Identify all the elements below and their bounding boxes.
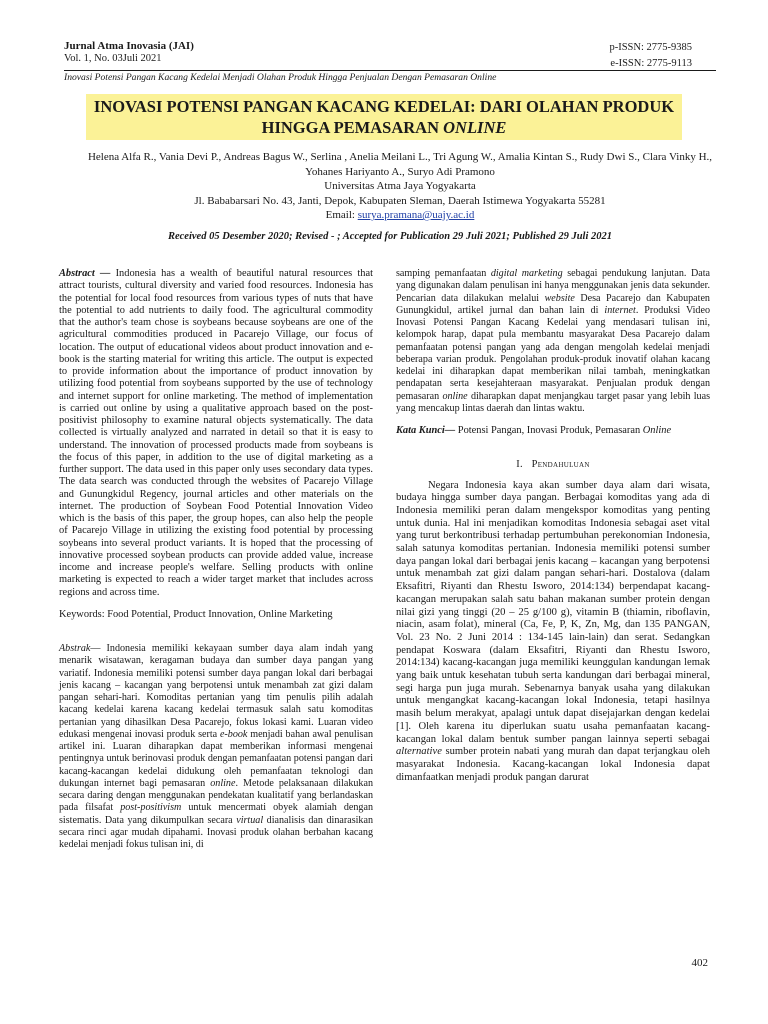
email-label: Email: bbox=[325, 209, 355, 221]
paragraph-part-a: Negara Indonesia kaya akan sumber daya alam dari wisata, budaya hingga sumber daya pangan. Berbagai komoditas yang ada di Indonesia memiliki peran dalam mengekspor komoditas yang penting untuk dunia. Hal ini menjadikan komoditas Indonesia sebagai aset vital yang turut berkontribusi terhadap pertumbuhan perekonomian Indonesia, salah satunya komoditas pertanian. Indonesia memiliki potensi sumber daya pangan lokal dari berbagai jenis kacang – kacangan yang berpotensi untuk menambah zat gizi dalam pangan sehari-hari. Dostalova (dalam Eksafitri, Riyanti dan Rhestu Isworo, 2014:134) berpendapat kacang-kacangan merupakan salah satu bahan makanan sumber protein dengan nilai gizi yang tinggi (20 – 25 g/100 g), vitamin B (thiamin, riboflavin, niacin, asam folat), mineral (Ca, Fe, P, K, Zn, Mg, dan 135 PANGAN, Vol. 23 No. 2 Juni 2014 : 134-145 lain-lain) dan serat. Sedangkan pendapat Koswara (dalam Eksafitri, Riyanti dan Rhestu Isworo, 2014:134) kacang-kacangan juga memiliki keunggulan kandungan lemak yang baik untuk kesehatan tubuh serta kandungan dari berbagai mineral, segi harga pun juga murah. Sebenarnya banyak usaha yang dilakukan untuk mengangkat kacang-kacangan lokal Indonesia, tetapi hasilnya masih belum merakyat, apalagi untuk dapat disejajarkan dengan kedelai [1]. Oleh karena itu diperlukan suatu usaha pemanfaatan kacang-kacangan lokal dalam bentuk sumber pangan lainnya seperti sebagai bbox=[396, 479, 710, 745]
email-link[interactable]: surya.pramana@uajy.ac.id bbox=[357, 209, 475, 221]
abstrak-seg5: dianalisis dan dinarasikan secara rinci agar mudah dipahami. Inovasi produk olahan berbahan kacang kedelai menjadi fokus tulisan ini, di bbox=[59, 814, 373, 850]
abstrak-postpos: post-positivism bbox=[120, 802, 182, 814]
title-highlight bbox=[86, 94, 682, 140]
kata-kunci-label: Kata Kunci— bbox=[396, 425, 456, 436]
abstrak-online-2: online bbox=[442, 390, 468, 402]
header-divider bbox=[64, 70, 716, 71]
p-issn: p-ISSN: 2775-9385 bbox=[609, 42, 692, 53]
paragraph-alternative: alternative bbox=[396, 746, 442, 758]
abstrak-cont4: . Produksi Video Inovasi Potensi Pangan Kacang Kedelai yang mendasari tulisan ini, kelompok harap, dapat pula membantu masyarakat Desa Pacarejo dalam pemanfaatan potensi pangan yang ada dengan mengolah kedelai menjadi beberapa varian produk. Pengolahan produk-produk inovatif olahan kacang kedelai ini diharapkan dapat memberikan nilai tambah, meningkatkan pendapatan serta kesejahteraan masyarakat. Penjualan produk dengan pemasaran bbox=[396, 304, 710, 402]
author-names: Helena Alfa R., Vania Devi P., Andreas Bagus W., Serlina , Anelia Meilani L., Tri Agung W., Amalia Kintan S., Rudy Dwi S., Clara Vinky H., Yohanes Hariyanto A., Suryo Adi Pramono bbox=[87, 151, 713, 178]
abstrak-cont3: Desa Pacarejo dan Kabupaten Gunungkidul, artikel jurnal dan bahan lain di bbox=[396, 292, 710, 316]
abstrak-dash: — bbox=[90, 643, 107, 654]
abstrak-online: online bbox=[210, 777, 236, 789]
author-email-line bbox=[84, 208, 716, 223]
abstrak-cont2: sebagai pendukung lanjutan. Data yang digunakan dalam penulisan ini hanya menggunakan jenis data sekunder. Pencarian data dilakukan melalui bbox=[396, 268, 710, 304]
e-issn: e-ISSN: 2775-9113 bbox=[610, 58, 692, 69]
abstract-text: Indonesia has a wealth of beautiful natural resources that attract tourists, cultural diversity and varied food resources. Indonesia has the potential for local food resources from various types of nuts that have the potential to add nutrients to daily food. The agricultural commodity that the author's team chose is soybeans because soybeans are one of the agricultural commodities produced in Pacarejo Village, our focus of location. The output of educational videos about product innovation and e-book is the starting material for writing this article. The output is expected to provide information about the importance of product innovation by utilizing food potential from soybeans supported by the use of technology and internet support for online marketing. The method of implementation is carried out online by using a qualitative approach based on the post-positivist philosophy to examine natural objects systematically. The data collected is virtually analyzed and narrated in detail so that it is easy to understand. The innovation of processed products made from soybeans is the focus of this paper, in addition to the use of digital marketing as a further support. The data used in this paper only uses secondary data types. The data search was conducted through the websites of Pacarejo Village and Gunungkidul Regency, journal articles and other materials on the internet. The production of Soybean Food Potential Innovation Video which is the basis of this paper, the group hopes, can also help the people of Pacarejo Village in utilizing the existing food potential by processing soybeans into several product variants. It is hoped that the processing of innovative processed soybean products can provide added value, increase income and increase people's welfare. Selling products with online marketing is expected to reach a wider target market that includes across regions and across time. bbox=[59, 268, 373, 598]
keywords-english: Keywords: Food Potential, Product Innovation, Online Marketing bbox=[59, 608, 333, 620]
paper-title bbox=[48, 94, 720, 140]
abstrak-continued bbox=[396, 268, 710, 415]
journal-volume: Vol. 1, No. 03Juli 2021 bbox=[64, 53, 162, 64]
page-number: 402 bbox=[691, 957, 708, 969]
abstrak-ebook: e-book bbox=[219, 728, 248, 740]
running-title: Inovasi Potensi Pangan Kacang Kedelai Menjadi Olahan Produk Hingga Penjualan Dengan Pemasaran Online bbox=[64, 72, 497, 83]
publication-dates: Received 05 Desember 2020; Revised - ; Accepted for Publication 29 Juli 2021; Published 29 Juli 2021 bbox=[167, 231, 613, 242]
abstract-label: Abstract — bbox=[59, 268, 111, 279]
abstrak-seg1: Indonesia memiliki kekayaan sumber daya alam indah yang menarik wisatawan, keragaman budaya dan sumber daya pangan yang variatif. Indonesia memiliki potensi sumber daya pangan lokal dari berbagai jenis kacang – kacangan yang berpotensi untuk menambah zat gizi dalam pangan sehari-hari. Komoditas pertanian yang tim penulis pilih adalah kacang kedelai karena kacang kedelai termasuk salah satu komoditas pertanian yang dihasilkan Desa Pacarejo, fokus lokasi kami. Luaran video edukasi mengenai inovasi produk serta bbox=[59, 643, 374, 740]
abstract-english bbox=[59, 268, 373, 599]
keywords-indonesian bbox=[396, 425, 710, 437]
title-line-2-italic: ONLINE bbox=[443, 118, 507, 137]
journal-name: Jurnal Atma Inovasia (JAI) bbox=[64, 40, 194, 52]
abstrak-cont1: samping pemanfaatan bbox=[396, 268, 491, 279]
author-university: Universitas Atma Jaya Yogyakarta bbox=[324, 180, 476, 192]
title-line-1: INOVASI POTENSI PANGAN KACANG KEDELAI: DARI OLAHAN PRODUK bbox=[93, 97, 675, 116]
title-line-2: HINGGA PEMASARAN bbox=[261, 118, 439, 137]
kata-kunci-text: Potensi Pangan, Inovasi Produk, Pemasaran bbox=[455, 425, 643, 436]
abstrak-seg3: . Metode pelaksanaan dilakukan secara daring dengan menggunakan pendekatan kualitatif yang berlandaskan pada filsafat bbox=[59, 777, 373, 814]
section-paragraph bbox=[396, 480, 710, 785]
paragraph-part-b: sumber protein nabati yang murah dan dapat terjangkau oleh masyarakat Indonesia. Kacang-kacangan lokal Indonesia dapat dimanfaatkan menjadi produk pangan darurat bbox=[396, 746, 710, 783]
abstrak-cont5: diharapkan dapat menjangkau target pasar yang lebih luas yang mencakup lintas daerah dan lintas waktu. bbox=[396, 390, 711, 414]
abstrak-indonesian bbox=[59, 643, 373, 851]
abstrak-internet: internet bbox=[604, 304, 636, 316]
abstrak-website: website bbox=[544, 292, 575, 304]
section-number: I. bbox=[516, 459, 523, 471]
section-title: Pendahuluan bbox=[531, 459, 590, 471]
author-block bbox=[84, 150, 716, 223]
author-address: Jl. Bababarsari No. 43, Janti, Depok, Kabupaten Sleman, Daerah Istimewa Yogyakarta 55281 bbox=[194, 194, 606, 207]
right-column bbox=[396, 268, 710, 784]
abstrak-seg4: untuk mencermati obyek alamiah dengan sistematis. Data yang dikumpulkan secara bbox=[59, 802, 374, 826]
abstrak-label: Abstrak bbox=[59, 643, 91, 654]
abstrak-seg2: menjadi bahan awal penulisan artikel ini. Luaran diharapkan dapat memberikan informasi mengenai pentingnya untuk berinovasi produk dengan pemanfaatan potensi pangan dari kacang-kacangan kedelai didukung oleh pemanfaatan teknologi dan dukungan internet bagi pemasaran bbox=[59, 728, 373, 789]
abstrak-virtual: virtual bbox=[236, 814, 264, 826]
section-heading bbox=[396, 459, 710, 471]
kata-kunci-online: Online bbox=[642, 425, 672, 436]
abstrak-digital-marketing: digital marketing bbox=[490, 268, 563, 279]
left-column bbox=[59, 268, 373, 851]
